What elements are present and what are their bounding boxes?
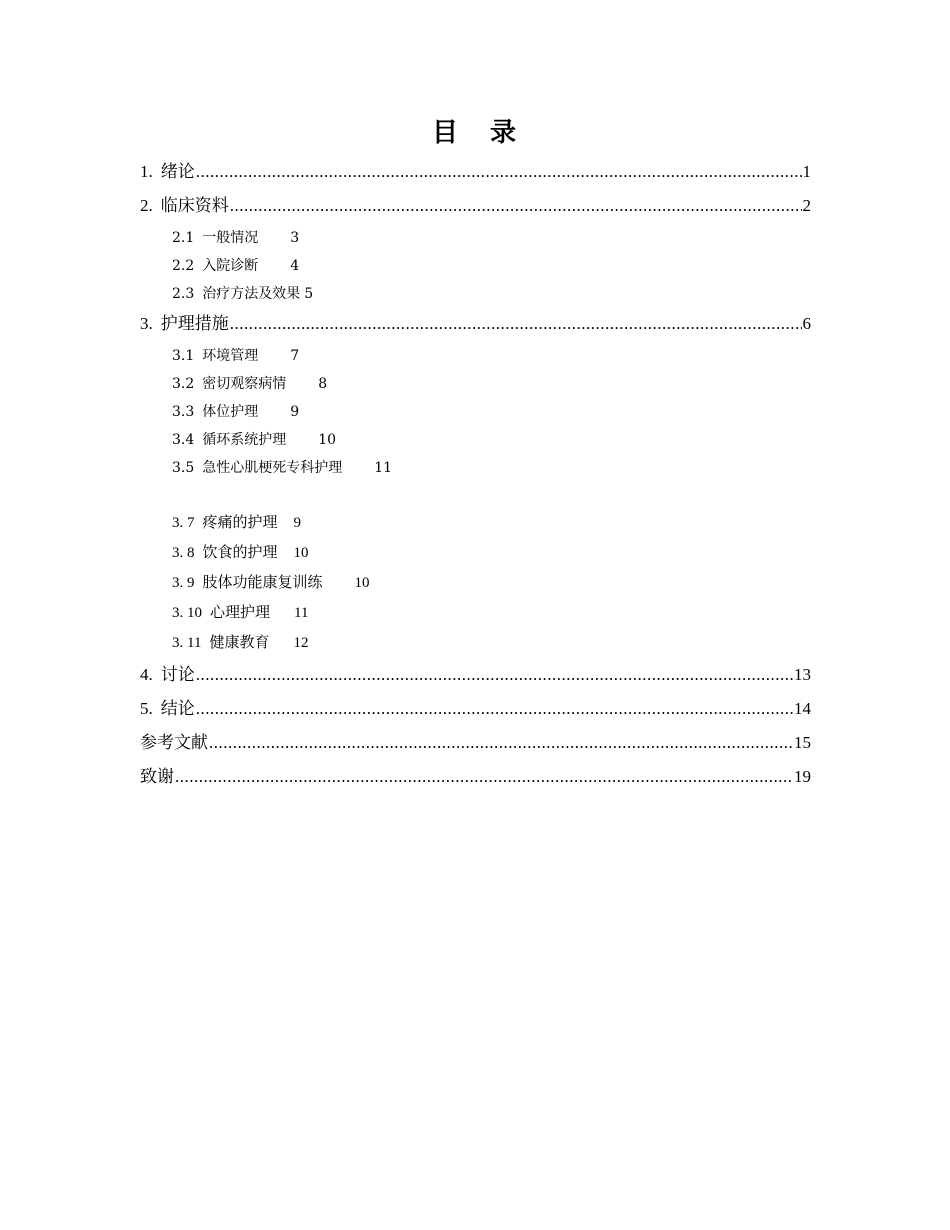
- toc-leader-dots: [196, 698, 793, 720]
- toc-subentry-2-2[interactable]: [172, 256, 299, 276]
- toc-leader-dots: [196, 161, 802, 183]
- toc-entry-page: 14: [794, 699, 811, 718]
- toc-entry-page: 19: [794, 767, 811, 786]
- toc-title: [0, 112, 950, 149]
- toc-subentry-page: 9: [293, 515, 302, 531]
- toc-subentry-page: 12: [293, 635, 309, 651]
- toc-subentry-number: 3.2: [172, 376, 195, 392]
- toc-entry-page: 15: [794, 733, 811, 752]
- toc-entry-5[interactable]: [140, 698, 811, 720]
- toc-subentry-3-5[interactable]: [172, 458, 392, 478]
- toc-subentry-label: 健康教育: [209, 635, 270, 651]
- toc-entry-page: 13: [794, 665, 811, 684]
- toc-subentry-number: 3. 7: [172, 515, 195, 531]
- toc-subentry-number: 3.4: [172, 432, 195, 448]
- toc-subentry-number: 2.1: [172, 230, 195, 246]
- toc-entry-label: 讨论: [160, 665, 195, 684]
- toc-subentry-page: 10: [293, 545, 309, 561]
- toc-subentry-2-1[interactable]: [172, 228, 299, 248]
- toc-subentry-3-1[interactable]: [172, 346, 299, 366]
- toc-subentry-page: 11: [374, 460, 393, 476]
- toc-subentry-page: 3: [290, 230, 300, 246]
- toc-subentry-number: 3. 8: [172, 545, 195, 561]
- toc-subentry-number: 3.5: [172, 460, 195, 476]
- toc-entry-references[interactable]: [140, 732, 811, 754]
- toc-leader-dots: [196, 664, 793, 686]
- toc-entry-4[interactable]: [140, 664, 811, 686]
- toc-entry-page: 6: [802, 314, 811, 333]
- toc-entry-2[interactable]: [140, 195, 811, 217]
- toc-subentry-3-11[interactable]: [172, 633, 308, 653]
- toc-entry-label: 绪论: [160, 162, 195, 181]
- toc-leader-dots: [230, 195, 802, 217]
- toc-subentry-label: 肢体功能康复训练: [202, 575, 323, 591]
- toc-entry-label: 护理措施: [160, 314, 229, 333]
- toc-leader-dots: [230, 313, 802, 335]
- toc-leader-dots: [209, 732, 793, 754]
- toc-subentry-label: 饮食的护理: [202, 545, 278, 561]
- toc-subentry-label: 密切观察病情: [202, 376, 287, 392]
- toc-subentry-3-7[interactable]: [172, 513, 301, 533]
- toc-subentry-page: 7: [290, 348, 300, 364]
- toc-entry-label: 致谢: [140, 767, 174, 786]
- toc-subentry-3-8[interactable]: [172, 543, 309, 563]
- toc-entry-page: 1: [802, 162, 811, 181]
- toc-subentry-3-4[interactable]: [172, 430, 336, 450]
- toc-subentry-page: 10: [318, 432, 337, 448]
- toc-entry-number: 3.: [140, 314, 153, 333]
- toc-entry-label: 临床资料: [160, 196, 229, 215]
- toc-subentry-label: 疼痛的护理: [202, 515, 278, 531]
- toc-leader-dots: [175, 766, 793, 788]
- toc-subentry-page: 9: [290, 404, 300, 420]
- toc-subentry-label: 环境管理: [202, 348, 259, 364]
- toc-subentry-3-10[interactable]: [172, 603, 308, 623]
- toc-subentry-number: 3. 9: [172, 575, 195, 591]
- toc-subentry-label: 一般情况: [202, 230, 259, 246]
- toc-subentry-3-3[interactable]: [172, 402, 299, 422]
- toc-subentry-page: 5: [304, 286, 314, 302]
- toc-subentry-label: 急性心肌梗死专科护理: [202, 460, 343, 476]
- toc-entry-number: 4.: [140, 665, 153, 684]
- toc-subentry-3-2[interactable]: [172, 374, 327, 394]
- toc-subentry-label: 心理护理: [210, 605, 271, 621]
- toc-subentry-number: 3.1: [172, 348, 195, 364]
- toc-subentry-number: 3. 11: [172, 635, 202, 651]
- toc-subentry-label: 治疗方法及效果: [202, 286, 301, 302]
- toc-entry-3[interactable]: [140, 313, 811, 335]
- toc-entry-label: 结论: [160, 699, 195, 718]
- toc-entry-acknowledgements[interactable]: [140, 766, 811, 788]
- toc-subentry-number: 3. 10: [172, 605, 202, 621]
- toc-subentry-number: 2.3: [172, 286, 195, 302]
- toc-entry-1[interactable]: [140, 161, 811, 183]
- toc-entry-number: 2.: [140, 196, 153, 215]
- toc-subentry-label: 体位护理: [202, 404, 259, 420]
- toc-entry-label: 参考文献: [140, 733, 208, 752]
- toc-subentry-number: 3.3: [172, 404, 195, 420]
- toc-title-char-1: 目: [431, 118, 460, 148]
- toc-entry-number: 1.: [140, 162, 153, 181]
- toc-subentry-label: 入院诊断: [202, 258, 259, 274]
- toc-subentry-number: 2.2: [172, 258, 195, 274]
- toc-entry-page: 2: [802, 196, 811, 215]
- toc-subentry-page: 10: [354, 575, 370, 591]
- toc-subentry-page: 8: [318, 376, 328, 392]
- toc-subentry-2-3[interactable]: [172, 284, 313, 304]
- toc-subentry-page: 4: [290, 258, 300, 274]
- toc-subentry-page: 11: [294, 605, 309, 621]
- toc-title-char-2: 录: [490, 118, 519, 148]
- toc-entry-number: 5.: [140, 699, 153, 718]
- toc-subentry-label: 循环系统护理: [202, 432, 287, 448]
- toc-subentry-3-9[interactable]: [172, 573, 370, 593]
